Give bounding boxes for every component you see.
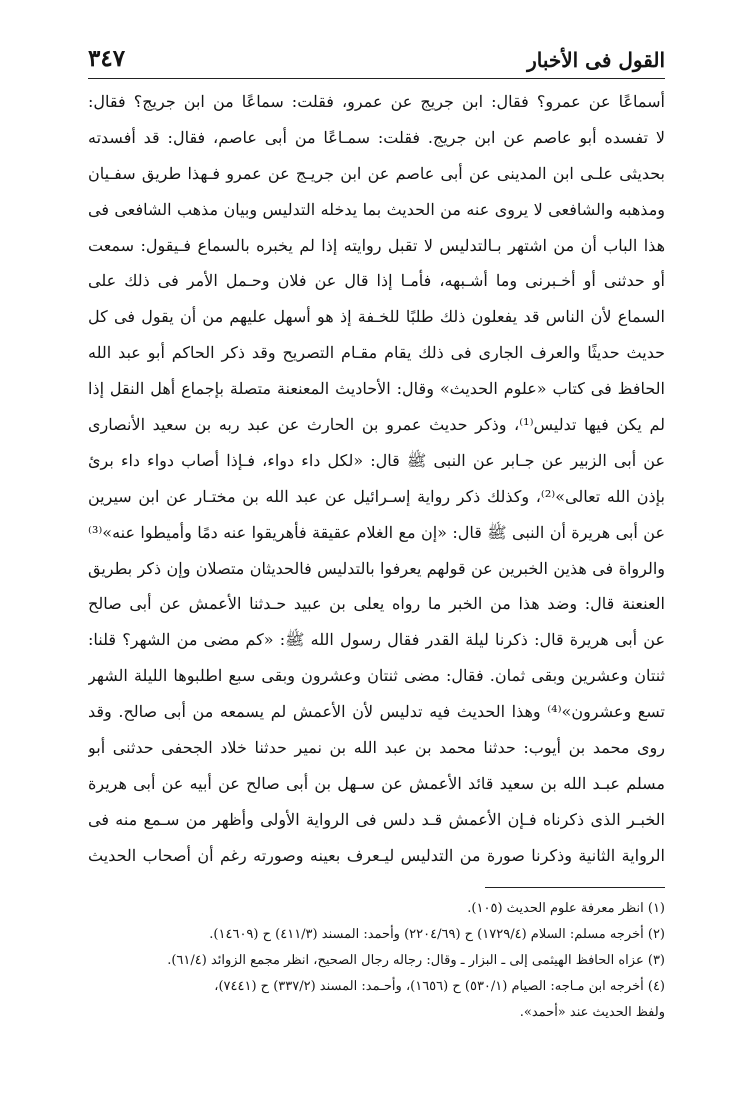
footnote-3: (٣) عزاه الحافظ الهيثمى إلى ـ البزار ـ وقال: رجاله رجال الصحيح، انظر مجمع الزوائد (٦١/٤). xyxy=(167,953,665,968)
text-line: بإذن الله تعالى»⁽²⁾، وكذلك ذكر رواية إسـرائيل عن عبد الله بن مختـار عن ابن سيرين xyxy=(88,486,665,506)
text-line: عن أبى هريرة قال: ذكرنا ليلة القدر فقال رسول الله ﷺ: «كم مضى من الشهر؟ قلنا: xyxy=(88,630,665,650)
text-line: الخبـر الذى ذكرناه فـإن الأعمش قـد دلس فى الرواية الأولى وأظهر من سـمع منه فى xyxy=(88,809,665,829)
text-line: العنعنة قال: وضد هذا من الخبر ما رواه يعلى بن عبيد حـدثنا الأعمش عن أبى صالح xyxy=(88,594,665,614)
text-line: عن أبى هريرة أن النبى ﷺ قال: «إن مع الغلام عقيقة فأهريقوا عنه دمًا وأميطوا عنه»⁽³⁾ xyxy=(88,522,665,542)
text-line: الحافظ فى كتاب «علوم الحديث» وقال: الأحاديث المعنعنة متصلة بإجماع أهل النقل إذا xyxy=(88,379,665,399)
page-header xyxy=(88,42,665,72)
text-line: هذا الباب أن من اشتهر بـالتدليس لا تقبل روايته إذا لم يخبره بالسماع فـيقول: سمعت xyxy=(88,235,665,255)
text-line: أسماعًا عن عمرو؟ فقال: ابن جريج عن عمرو، فقلت: سماعًا من ابن جريج؟ فقال: xyxy=(88,92,665,111)
text-line: روى محمد بن أيوب: حدثنا محمد بن عبد الله بن نمير حدثنا خلاد الجحفى حدثنى أبو xyxy=(88,738,665,758)
text-line: لم يكن فيها تدليس⁽¹⁾، وذكر حديث عمرو بن الحارث عن عبد ربه بن سعيد الأنصارى xyxy=(88,415,665,435)
footnotes xyxy=(88,896,665,1026)
running-title: القول فى الأخبار xyxy=(527,48,665,72)
page-number: ٣٤٧ xyxy=(88,45,126,72)
footnote-divider xyxy=(485,887,665,888)
text-line: بحديثى علـى ابن المدينى عن أبى عاصم عن ابن جريـج عن عمرو فـهذا طريق سفـيان xyxy=(88,163,665,183)
footnote-4: (٤) أخرجه ابن مـاجه: الصيام (٥٣٠/١) ح (١٦٥٦)، وأحـمد: المسند (٣٣٧/٢) ح (٧٤٤١)، xyxy=(214,979,665,994)
text-line: لا تفسده أبو عاصم عن ابن جريج. فقلت: سمـاعًا من أبى عاصم، فقال: قد أفسدته xyxy=(88,127,665,147)
header-divider xyxy=(88,78,665,79)
text-line: حديث حديثًا والعرف الجارى فى ذلك يقام مقـام التصريح وقد ذكر الحاكم أبو عبد الله xyxy=(88,343,665,363)
text-line: ومذهبه والشافعى لا يروى عنه من الحديث بما يدخله التدليس وبيان مذهب الشافعى فى xyxy=(88,199,665,219)
text-line: والرواة فى هذين الخبرين عن قولهم يعرفوا بالتدليس فالحديثان متصلان وإن ذكر بطريق xyxy=(88,558,665,578)
footnote-1: (١) انظر معرفة علوم الحديث (١٠٥). xyxy=(467,901,665,916)
footnote-2: (٢) أخرجه مسلم: السلام (١٧٢٩/٤) ح (٢٢٠٤/٦٩) وأحمد: المسند (٤١١/٣) ح (١٤٦٠٩). xyxy=(209,927,665,942)
text-line: عن أبى الزبير عن جـابر عن النبى ﷺ قال: «لكل داء دواء، فـإذا أصاب دواء داء برئ xyxy=(88,450,665,470)
text-line: مسلم عبـد الله بن سعيد قائد الأعمش عن سـهل بن أبى صالح عن أبيه عن أبى هريرة xyxy=(88,773,665,793)
text-line: أو حدثنى أو أخـبرنى وما أشـبهه، فأمـا إذا قال عن فلان وحـمل الأمر فى ذلك على xyxy=(88,271,665,291)
text-line: ثنتان وعشرين وبقى ثمان. فقال: مضى ثنتان وعشرون وبقى سبع اطلبوها الليلة الشهر xyxy=(88,666,665,686)
text-line: السماع لأن الناس قد يفعلون ذلك طلبًا للخـفة إذ هو أسهل عليهم من أن يقول فى كل xyxy=(88,307,665,327)
text-line: تسع وعشرون»⁽⁴⁾ وهذا الحديث فيه تدليس لأن الأعمش لم يسمعه من أبى صالح. وقد xyxy=(88,702,665,722)
footnote-4-continued: ولفظ الحديث عند «أحمد». xyxy=(519,1005,665,1020)
main-text xyxy=(88,84,665,874)
text-line: الرواية الثانية وذكرنا صورة من التدليس ليـعرف بعينه وصورته رغم أن أصحاب الحديث xyxy=(88,845,665,865)
